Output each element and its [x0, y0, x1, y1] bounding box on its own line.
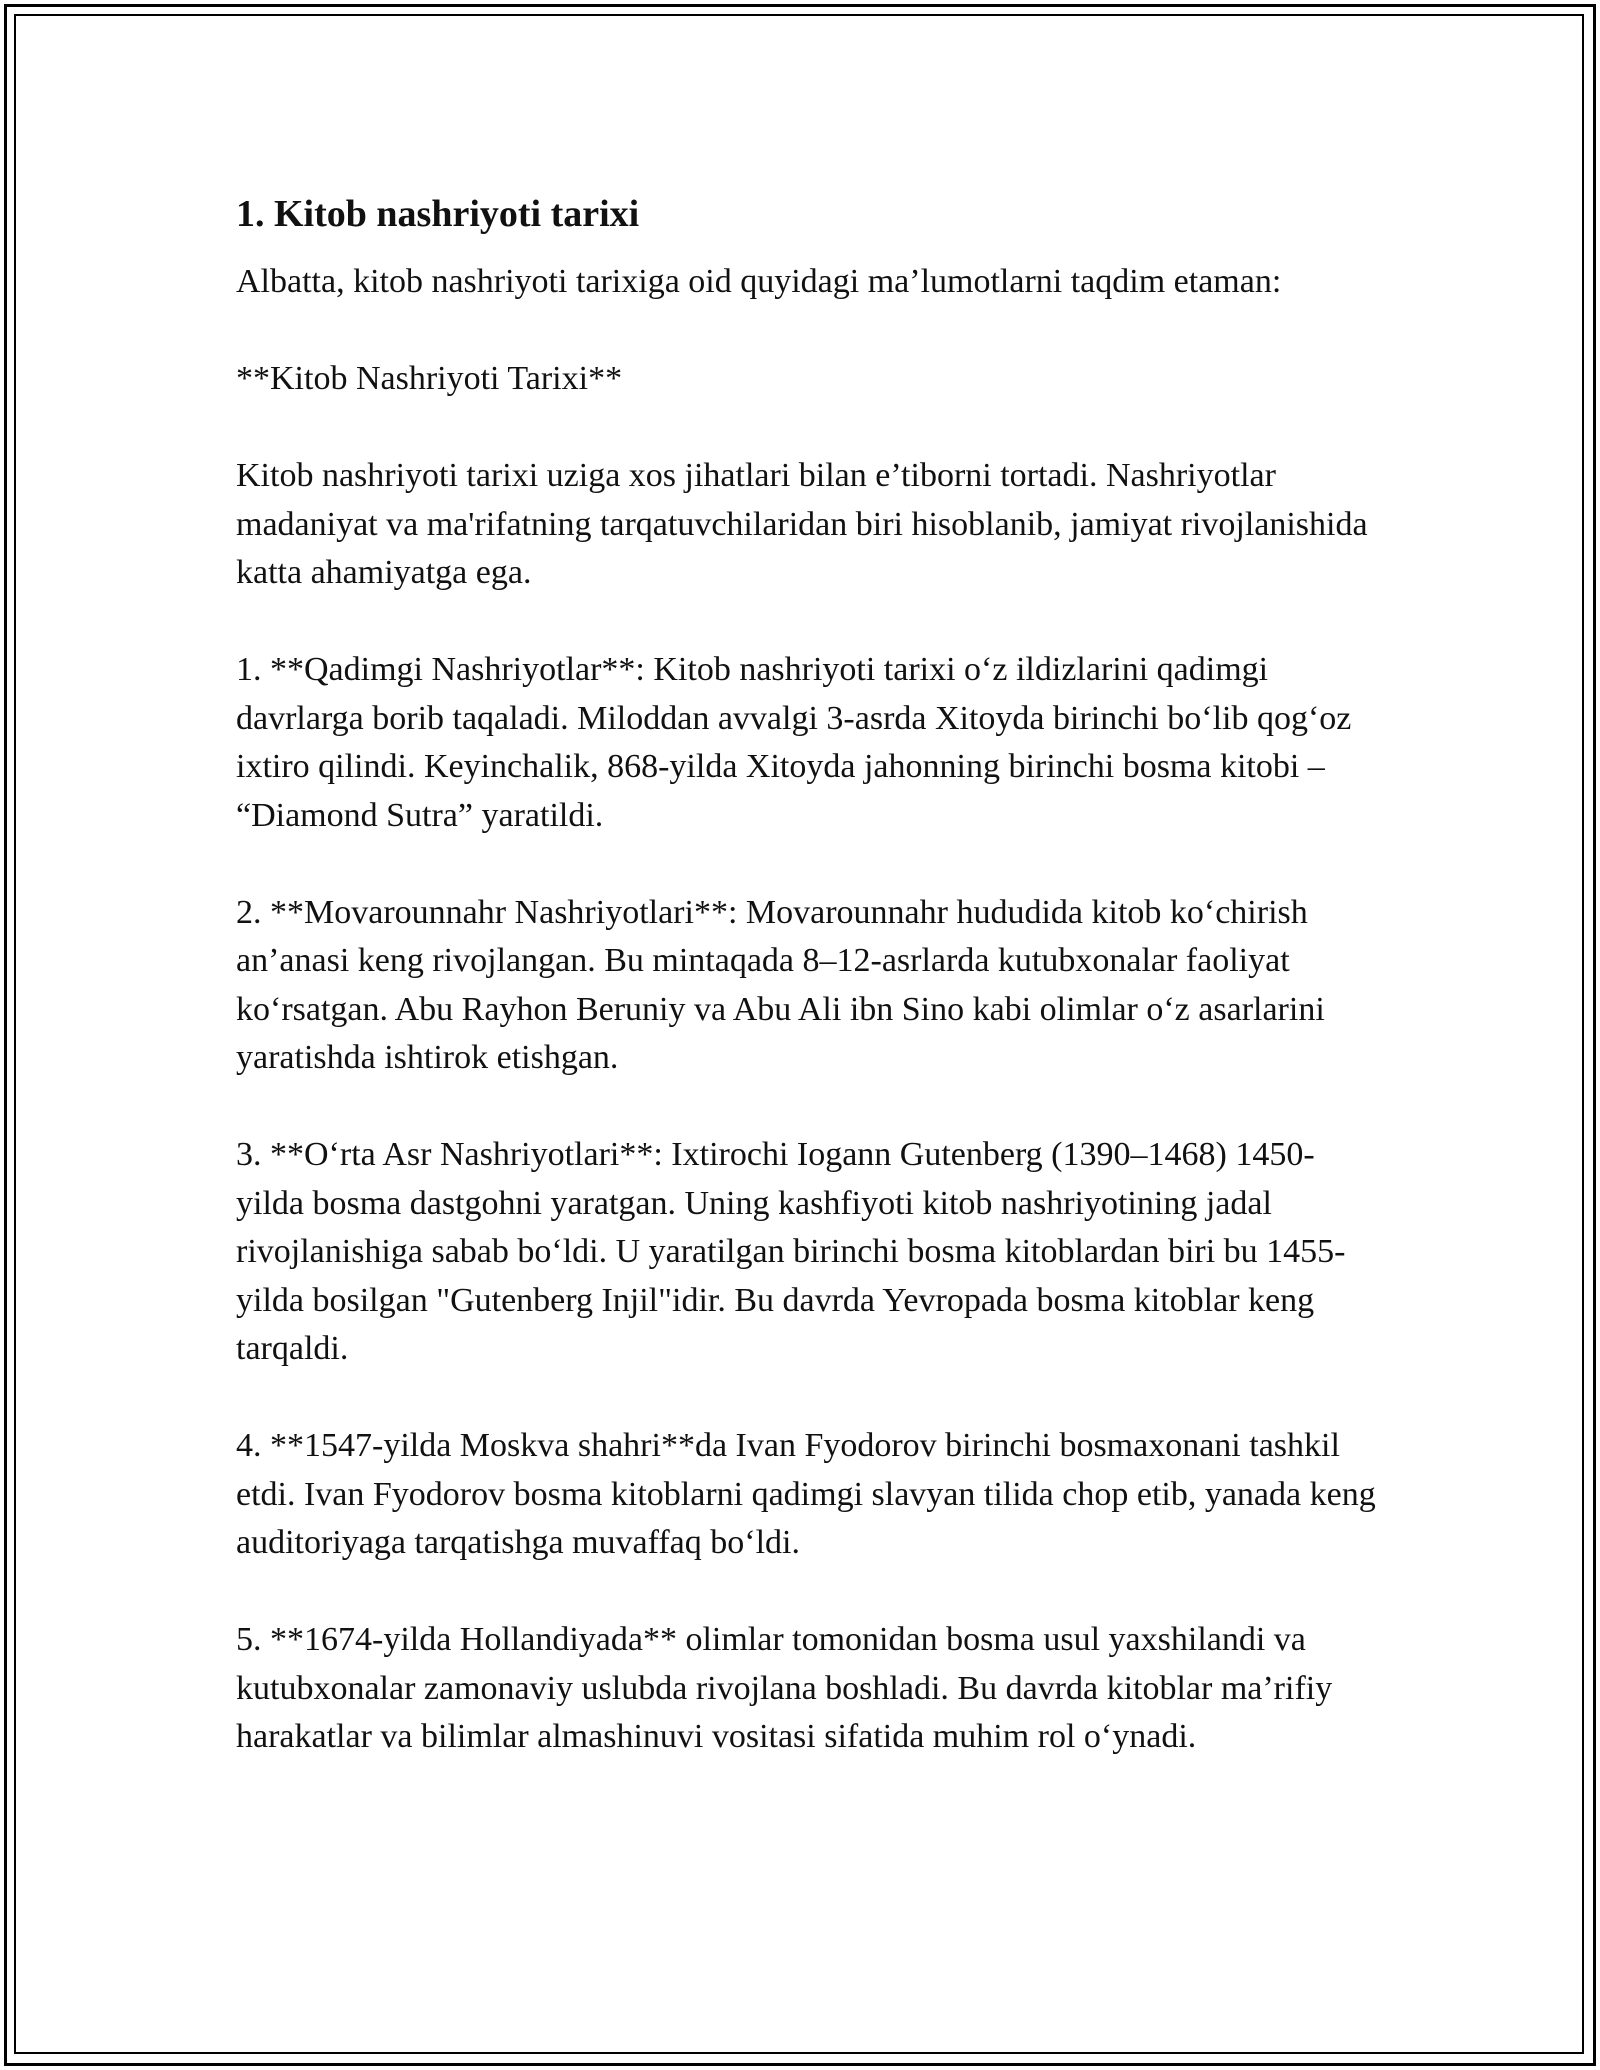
list-item-ancient-publishers: 1. **Qadimgi Nashriyotlar**: Kitob nashriyoti tarixi o‘z ildizlarini qadimgi davrlarga borib taqaladi. Miloddan avvalgi 3-asrda Xitoyda birinchi bo‘lib qog‘oz ixtiro qilindi. Keyinchalik, 868-yilda Xitoyda jahonning birinchi bosma kitobi – “Diamond Sutra” yaratildi.: [236, 651, 1352, 834]
overview-paragraph: Kitob nashriyoti tarixi uziga xos jihatlari bilan e’tiborni tortadi. Nashriyotlar madaniyat va ma'rifatning tarqatuvchilaridan biri hisoblanib, jamiyat rivojlanishida katta ahamiyatga ega.: [236, 457, 1368, 591]
list-item-movarounnahr-publishers: 2. **Movarounnahr Nashriyotlari**: Movarounnahr hududida kitob ko‘chirish an’anasi keng rivojlangan. Bu mintaqada 8–12-asrlarda kutubxonalar faoliyat ko‘rsatgan. Abu Rayhon Beruniy va Abu Ali ibn Sino kabi olimlar o‘z asarlarini yaratishda ishtirok etishgan.: [236, 893, 1325, 1076]
list-item-moscow-1547: 4. **1547-yilda Moskva shahri**da Ivan Fyodorov birinchi bosmaxonani tashkil etdi. Ivan Fyodorov bosma kitoblarni qadimgi slavyan tilida chop etib, yanada keng auditoriyaga tarqatishga muvaffaq bo‘ldi.: [236, 1427, 1376, 1561]
list-item-holland-1674: 5. **1674-yilda Hollandiyada** olimlar tomonidan bosma usul yaxshilandi va kutubxonalar zamonaviy uslubda rivojlana boshladi. Bu davrda kitoblar ma’rifiy harakatlar va bilimlar almashinuvi vositasi sifatida muhim rol o‘ynadi.: [236, 1621, 1333, 1755]
intro-paragraph: Albatta, kitob nashriyoti tarixiga oid quyidagi ma’lumotlarni taqdim etaman:: [236, 263, 1282, 300]
section-heading: 1. Kitob nashriyoti tarixi: [236, 193, 640, 235]
list-item-medieval-publishers: 3. **O‘rta Asr Nashriyotlari**: Ixtirochi Iogann Gutenberg (1390–1468) 1450-yilda bosma dastgohni yaratgan. Uning kashfiyoti kitob nashriyotining jadal rivojlanishiga sabab bo‘ldi. U yaratilgan birinchi bosma kitoblardan biri bu 1455-yilda bosilgan "Gutenberg Injil"idir. Bu davrda Yevropada bosma kitoblar keng tarqaldi.: [236, 1136, 1346, 1367]
document-body: [236, 186, 1376, 1762]
subtitle-paragraph: **Kitob Nashriyoti Tarixi**: [236, 360, 623, 397]
